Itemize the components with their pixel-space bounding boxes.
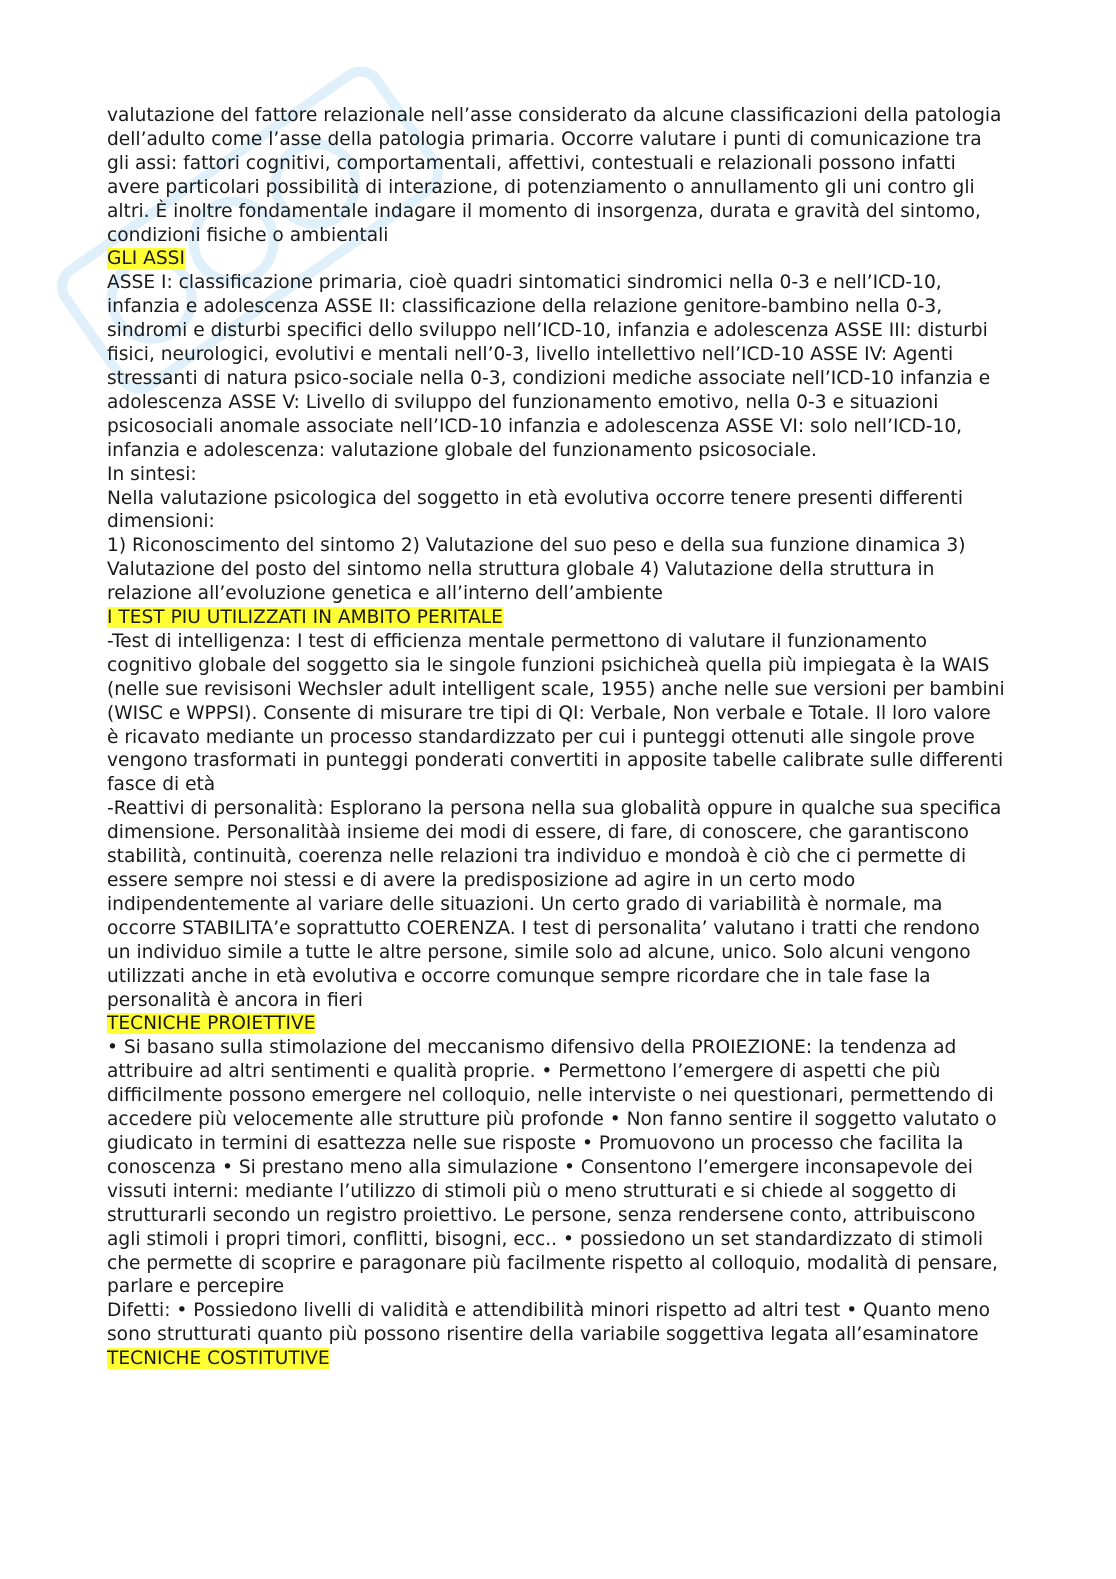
sintesi-label: In sintesi: bbox=[107, 463, 197, 485]
difetti-paragraph: Difetti: • Possiedono livelli di validità e attendibilità minori rispetto ad altri test • Quanto meno sono strutturati quanto più possono risentire della variabile soggettiva legata all’esaminatore bbox=[107, 1300, 991, 1346]
intro-paragraph: valutazione del fattore relazionale nell’asse considerato da alcune classificazioni della patologia dell’adulto come l’asse della patologia primaria. Occorre valutare i punti di comunicazione tra gli assi: fattori cognitivi, comportamentali, affettivi, contestuali e relazionali possono infatti avere particolari possibilità di interazione, di potenziamento o annullamento gli uni contro gli altri. È inoltre fondamentale indagare il momento di insorgenza, durata e gravità del sintomo, condizioni fisiche o ambientali bbox=[107, 105, 1002, 246]
heading-tecniche-proiettive: TECNICHE PROIETTIVE bbox=[107, 1013, 316, 1035]
sintesi-paragraph: Nella valutazione psicologica del soggetto in età evolutiva occorre tenere presenti differenti dimensioni: bbox=[107, 487, 964, 533]
document-body bbox=[107, 104, 1007, 1371]
reattivi-paragraph: -Reattivi di personalità: Esplorano la persona nella sua globalità oppure in qualche sua specifica dimensione. Personalitàà insieme dei modi di essere, di fare, di conoscere, che garantiscono stabilità, continuità, coerenza nelle relazioni tra individuo e mondoà è ciò che ci permette di essere sempre noi stessi e di avere la predisposizione ad agire in un certo modo indipendentemente al variare delle situazioni. Un certo grado di variabilità è normale, ma occorre STABILITA’e soprattutto COERENZA. I test di personalita’ valutano i tratti che rendono un individuo simile a tutte le altre persone, simile solo ad alcune, unico. Solo alcuni vengono utilizzati anche in età evolutiva e occorre comunque sempre ricordare che in tale fase la personalità è ancora in fieri bbox=[107, 798, 1002, 1011]
heading-tecniche-costitutive: TECNICHE COSTITUTIVE bbox=[107, 1348, 330, 1370]
proiettive-paragraph: • Si basano sulla stimolazione del meccanismo difensivo della PROIEZIONE: la tendenza ad attribuire ad altri sentimenti e qualità proprie. • Permettono l’emergere di aspetti che più difficilmente possono emergere nel colloquio, nelle interviste o nei questionari, permettendo di accedere più velocemente alle strutture più profonde • Non fanno sentire il soggetto valutato o giudicato in termini di esattezza nelle sue risposte • Promuovono un processo che facilita la conoscenza • Si prestano meno alla simulazione • Consentono l’emergere inconsapevole dei vissuti interni: mediante l’utilizzo di stimoli più o meno strutturati e si chiede al soggetto di strutturarli secondo un registro proiettivo. Le persone, senza rendersene conto, attribuiscono agli stimoli i propri timori, conflitti, bisogni, ecc.. • possiedono un set standardizzato di stimoli che permette di scoprire e paragonare più facilmente rispetto al colloquio, modalità di pensare, parlare e percepire bbox=[107, 1037, 998, 1298]
heading-test: I TEST PIU UTILIZZATI IN AMBITO PERITALE bbox=[107, 607, 503, 629]
sintesi-list: 1) Riconoscimento del sintomo 2) Valutazione del suo peso e della sua funzione dinamica 3) Valutazione del posto del sintomo nella struttura globale 4) Valutazione della struttura in relazione all’evoluzione genetica e all’interno dell’ambiente bbox=[107, 535, 966, 605]
test-intelligenza-paragraph: -Test di intelligenza: I test di efficienza mentale permettono di valutare il funzionamento cognitivo globale del soggetto sia le singole funzioni psichicheà quella più impiegata è la WAIS (nelle sue revisisoni Wechsler adult intelligent scale, 1955) anche nelle sue versioni per bambini (WISC e WPPSI). Consente di misurare tre tipi di QI: Verbale, Non verbale e Totale. Il loro valore è ricavato mediante un processo standardizzato per cui i punteggi ottenuti alle singole prove vengono trasformati in punteggi ponderati convertiti in apposite tabelle calibrate sulle differenti fasce di età bbox=[107, 630, 1005, 796]
heading-gli-assi: GLI ASSI bbox=[107, 248, 185, 270]
assi-paragraph: ASSE I: classificazione primaria, cioè quadri sintomatici sindromici nella 0-3 e nell’ICD-10, infanzia e adolescenza ASSE II: classificazione della relazione genitore-bambino nella 0-3, sindromi e disturbi specifici dello sviluppo nell’ICD-10, infanzia e adolescenza ASSE III: disturbi fisici, neurologici, evolutivi e mentali nell’0-3, livello intellettivo nell’ICD-10 ASSE IV: Agenti stressanti di natura psico-sociale nella 0-3, condizioni mediche associate nell’ICD-10 infanzia e adolescenza ASSE V: Livello di sviluppo del funzionamento emotivo, nella 0-3 e situazioni psicosociali anomale associate nell’ICD-10 infanzia e adolescenza ASSE VI: solo nell’ICD-10, infanzia e adolescenza: valutazione globale del funzionamento psicosociale. bbox=[107, 272, 991, 461]
